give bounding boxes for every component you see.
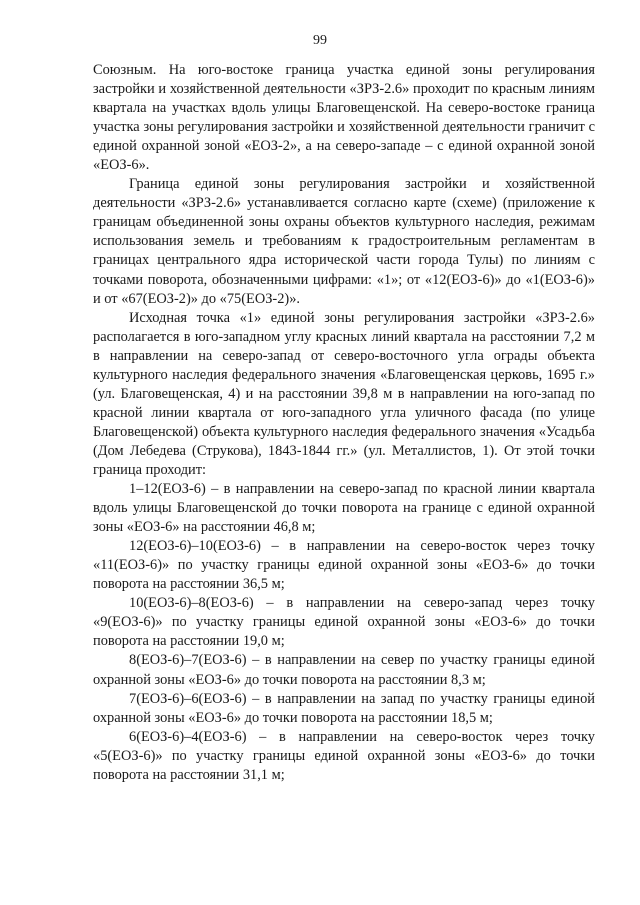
paragraph-boundary-definition: Граница единой зоны регулирования застройки и хозяйственной деятельности «ЗРЗ-2.6» устанавливается согласно карте (схеме) (приложение к границам объединенной зоны охраны объектов культурного наследия, режимам использования земель и требованиям к градостроительным регламентам в границах центрального ядра исторической части города Тулы) по линиям с точками поворота, обозначенными цифрами: «1»; от «12(ЕОЗ-6)» до «1(ЕОЗ-6)» и от «67(ЕОЗ-2)» до «75(ЕОЗ-2)».: [93, 176, 595, 307]
paragraph-continuation: Союзным. На юго-востоке граница участка единой зоны регулирования застройки и хозяйственной деятельности «ЗРЗ-2.6» проходит по красным линиям квартала на участках вдоль улицы Благовещенской. На северо-востоке граница участка зоны регулирования застройки и хозяйственной деятельности граничит с единой охранной зоной «ЕОЗ-2», а на северо-западе – с единой охранной зоной «ЕОЗ-6».: [93, 62, 595, 174]
boundary-segment-12-10: 12(ЕОЗ-6)–10(ЕОЗ-6) – в направлении на северо-восток через точку «11(ЕОЗ-6)» по участку границы единой охранной зоны «ЕОЗ-6» до точки поворота на расстоянии 36,5 м;: [93, 538, 595, 593]
boundary-segment-1-12: 1–12(ЕОЗ-6) – в направлении на северо-запад по красной линии квартала вдоль улицы Благовещенской до точки поворота на границе с единой охранной зоны «ЕОЗ-6» на расстоянии 46,8 м;: [93, 481, 595, 536]
boundary-segment-8-7: 8(ЕОЗ-6)–7(ЕОЗ-6) – в направлении на север по участку границы единой охранной зоны «ЕОЗ-6» до точки поворота на расстоянии 8,3 м;: [93, 652, 595, 688]
page-number: 99: [313, 33, 327, 48]
boundary-segment-6-4: 6(ЕОЗ-6)–4(ЕОЗ-6) – в направлении на северо-восток через точку «5(ЕОЗ-6)» по участку границы единой охранной зоны «ЕОЗ-6» до точки поворота на расстоянии 31,1 м;: [93, 728, 595, 783]
paragraph-starting-point: Исходная точка «1» единой зоны регулирования застройки «ЗРЗ-2.6» располагается в юго-западном углу красных линий квартала на расстоянии 7,2 м в направлении на северо-запад от северо-восточного угла ограды объекта культурного наследия федерального значения «Благовещенская церковь, 1695 г.» (ул. Благовещенская, 4) и на расстоянии 39,8 м в направлении на юго-запад по красной линии квартала от юго-западного угла уличного фасада (по улице Благовещенской) объекта культурного наследия федерального значения «Усадьба (Дом Лебедева (Струкова), 1843-1844 гг.» (ул. Металлистов, 1). От этой точки граница проходит:: [93, 309, 595, 478]
boundary-segment-7-6: 7(ЕОЗ-6)–6(ЕОЗ-6) – в направлении на запад по участку границы единой охранной зоны «ЕОЗ-6» до точки поворота на расстоянии 18,5 м;: [93, 690, 595, 726]
document-body: [93, 61, 595, 785]
boundary-segment-10-8: 10(ЕОЗ-6)–8(ЕОЗ-6) – в направлении на северо-запад через точку «9(ЕОЗ-6)» по участку границы единой охранной зоны «ЕОЗ-6» до точки поворота на расстоянии 19,0 м;: [93, 595, 595, 650]
